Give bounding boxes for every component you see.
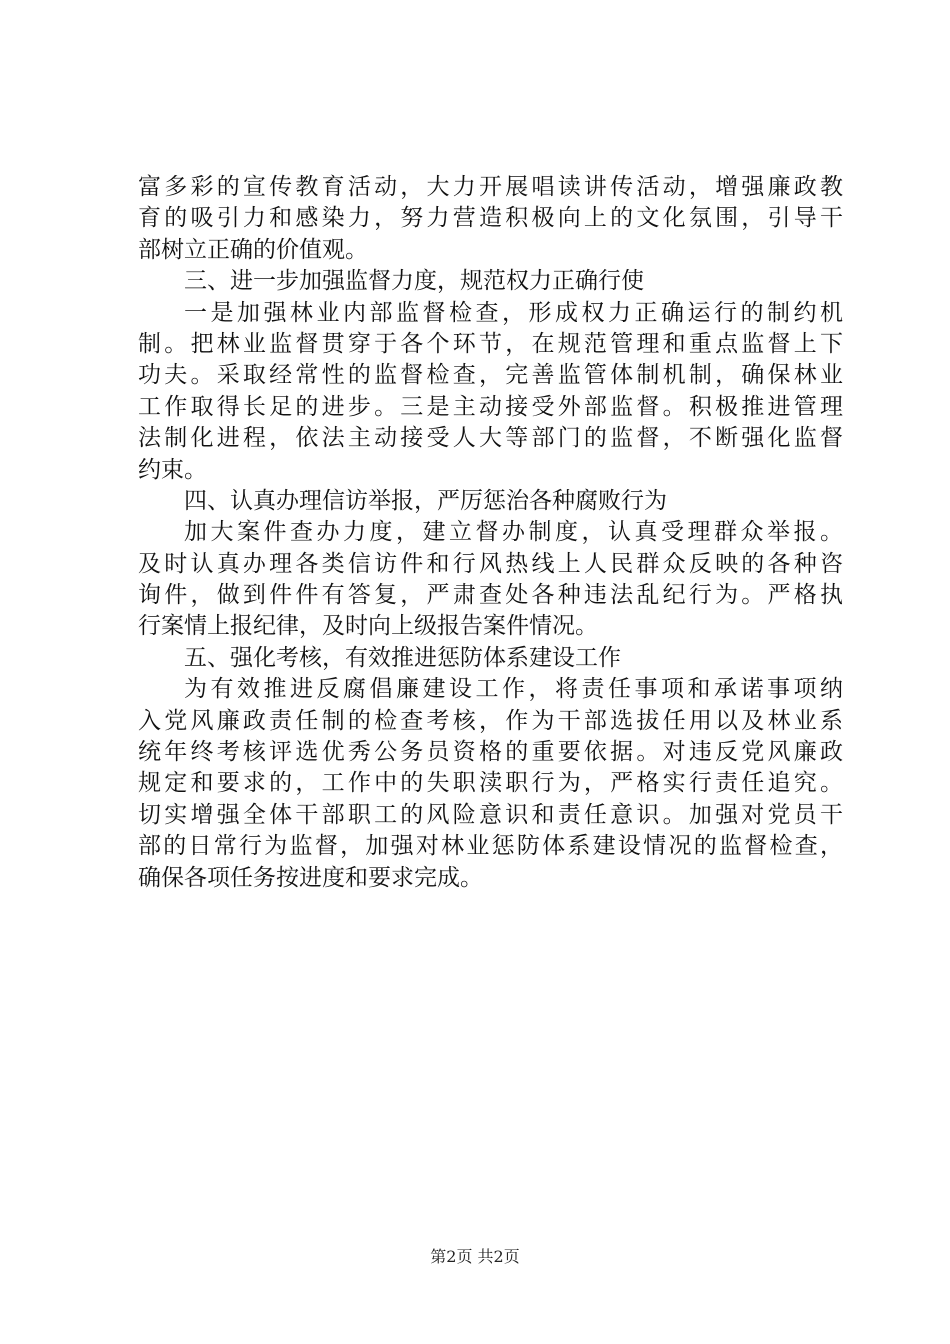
text-line: 制。把林业监督贯穿于各个环节，在规范管理和重点监督上下 bbox=[138, 330, 843, 357]
section-heading bbox=[138, 486, 843, 517]
body-paragraph bbox=[138, 172, 843, 266]
body-paragraph bbox=[138, 298, 843, 486]
text-line: 法制化进程，依法主动接受人大等部门的监督，不断强化监督 bbox=[138, 425, 843, 452]
text-line: 功夫。采取经常性的监督检查，完善监管体制机制，确保林业 bbox=[138, 362, 843, 389]
body-paragraph bbox=[138, 674, 843, 894]
page-footer: 第2页 共2页 bbox=[430, 1247, 520, 1266]
text-line: 部树立正确的价值观。 bbox=[138, 236, 368, 263]
section-heading bbox=[138, 643, 843, 674]
text-line: 入党风廉政责任制的检查考核，作为干部选拔任用以及林业系 bbox=[138, 707, 843, 734]
document-body bbox=[138, 172, 843, 894]
heading-line: 四、认真办理信访举报，严厉惩治各种腐败行为 bbox=[184, 487, 667, 514]
text-line: 部的日常行为监督，加强对林业惩防体系建设情况的监督检查， bbox=[138, 833, 843, 860]
text-line: 切实增强全体干部职工的风险意识和责任意识。加强对党员干 bbox=[138, 801, 843, 828]
text-line: 询件，做到件件有答复，严肃查处各种违法乱纪行为。严格执 bbox=[138, 582, 843, 609]
text-line: 行案情上报纪律，及时向上级报告案件情况。 bbox=[138, 613, 598, 640]
heading-line: 三、进一步加强监督力度，规范权力正确行使 bbox=[184, 268, 644, 295]
body-paragraph bbox=[138, 517, 843, 643]
text-line: 统年终考核评选优秀公务员资格的重要依据。对违反党风廉政 bbox=[138, 739, 843, 766]
text-line: 育的吸引力和感染力，努力营造积极向上的文化氛围，引导干 bbox=[138, 205, 843, 232]
section-heading bbox=[138, 266, 843, 297]
text-line: 规定和要求的，工作中的失职渎职行为，严格实行责任追究。 bbox=[138, 770, 843, 797]
text-line: 为有效推进反腐倡廉建设工作，将责任事项和承诺事项纳 bbox=[184, 676, 843, 703]
text-line: 加大案件查办力度，建立督办制度，认真受理群众举报。 bbox=[184, 519, 843, 546]
heading-line: 五、强化考核，有效推进惩防体系建设工作 bbox=[184, 644, 621, 671]
text-line: 工作取得长足的进步。三是主动接受外部监督。积极推进管理 bbox=[138, 393, 843, 420]
text-line: 一是加强林业内部监督检查，形成权力正确运行的制约机 bbox=[184, 299, 843, 326]
text-line: 及时认真办理各类信访件和行风热线上人民群众反映的各种咨 bbox=[138, 550, 843, 577]
text-line: 约束。 bbox=[138, 456, 207, 483]
text-line: 确保各项任务按进度和要求完成。 bbox=[138, 864, 483, 891]
text-line: 富多彩的宣传教育活动，大力开展唱读讲传活动，增强廉政教 bbox=[138, 174, 843, 200]
